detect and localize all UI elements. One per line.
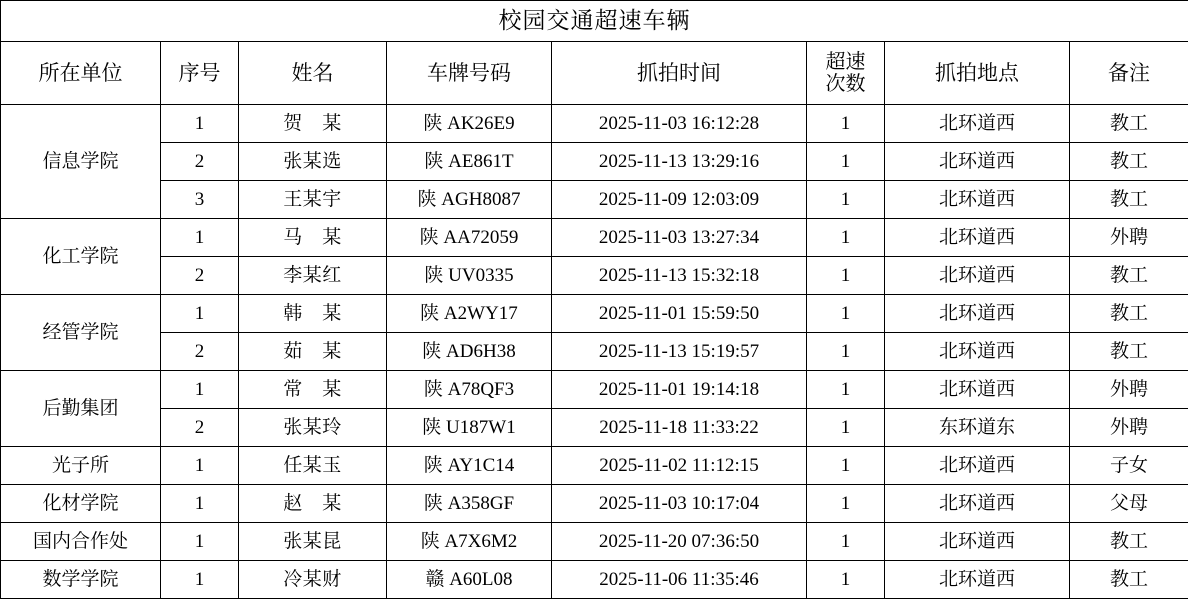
cell-place: 北环道西: [885, 523, 1070, 561]
column-header-note: 备注: [1070, 42, 1188, 105]
table-row: [1, 257, 1188, 295]
cell-plate: 陕 A358GF: [387, 485, 552, 523]
cell-name: 韩 某: [239, 295, 387, 333]
cell-name: 贺 某: [239, 105, 387, 143]
table-row: [1, 523, 1188, 561]
cell-note: 外聘: [1070, 219, 1188, 257]
cell-seq: 1: [161, 447, 239, 485]
column-header-plate: 车牌号码: [387, 42, 552, 105]
cell-seq: 3: [161, 181, 239, 219]
cell-plate: 陕 AY1C14: [387, 447, 552, 485]
cell-name: 任某玉: [239, 447, 387, 485]
cell-place: 北环道西: [885, 561, 1070, 599]
column-header-unit: 所在单位: [1, 42, 161, 105]
cell-place: 北环道西: [885, 219, 1070, 257]
cell-plate: 陕 U187W1: [387, 409, 552, 447]
cell-name: 王某宇: [239, 181, 387, 219]
cell-name: 张某昆: [239, 523, 387, 561]
cell-count: 1: [807, 333, 885, 371]
cell-count: 1: [807, 447, 885, 485]
cell-note: 教工: [1070, 333, 1188, 371]
cell-plate: 陕 AD6H38: [387, 333, 552, 371]
cell-count: 1: [807, 409, 885, 447]
table-row: [1, 485, 1188, 523]
cell-name: 冷某财: [239, 561, 387, 599]
column-header-count-line1: 超速: [807, 51, 884, 73]
cell-note: 教工: [1070, 105, 1188, 143]
column-header-name: 姓名: [239, 42, 387, 105]
cell-count: 1: [807, 143, 885, 181]
cell-time: 2025-11-18 11:33:22: [552, 409, 807, 447]
cell-time: 2025-11-13 13:29:16: [552, 143, 807, 181]
cell-name: 茹 某: [239, 333, 387, 371]
table-row: [1, 295, 1188, 333]
cell-time: 2025-11-13 15:32:18: [552, 257, 807, 295]
cell-plate: 陕 AK26E9: [387, 105, 552, 143]
cell-plate: 陕 AA72059: [387, 219, 552, 257]
cell-count: 1: [807, 105, 885, 143]
column-header-place: 抓拍地点: [885, 42, 1070, 105]
cell-unit: 化材学院: [1, 485, 161, 523]
cell-name: 张某选: [239, 143, 387, 181]
table-header-row: [1, 42, 1188, 105]
cell-place: 北环道西: [885, 485, 1070, 523]
cell-unit: 国内合作处: [1, 523, 161, 561]
cell-time: 2025-11-13 15:19:57: [552, 333, 807, 371]
cell-place: 东环道东: [885, 409, 1070, 447]
cell-note: 外聘: [1070, 371, 1188, 409]
cell-unit: 后勤集团: [1, 371, 161, 447]
table-title-row: [1, 1, 1188, 42]
cell-note: 教工: [1070, 143, 1188, 181]
cell-time: 2025-11-09 12:03:09: [552, 181, 807, 219]
cell-unit: 光子所: [1, 447, 161, 485]
cell-name: 常 某: [239, 371, 387, 409]
cell-name: 李某红: [239, 257, 387, 295]
cell-unit: 化工学院: [1, 219, 161, 295]
cell-time: 2025-11-06 11:35:46: [552, 561, 807, 599]
cell-seq: 1: [161, 485, 239, 523]
cell-seq: 1: [161, 371, 239, 409]
cell-count: 1: [807, 295, 885, 333]
cell-count: 1: [807, 257, 885, 295]
cell-seq: 1: [161, 561, 239, 599]
cell-place: 北环道西: [885, 333, 1070, 371]
cell-count: 1: [807, 181, 885, 219]
cell-place: 北环道西: [885, 257, 1070, 295]
cell-seq: 2: [161, 409, 239, 447]
cell-note: 教工: [1070, 295, 1188, 333]
cell-unit: 信息学院: [1, 105, 161, 219]
cell-place: 北环道西: [885, 143, 1070, 181]
cell-time: 2025-11-01 19:14:18: [552, 371, 807, 409]
column-header-count-line2: 次数: [807, 73, 884, 95]
cell-plate: 陕 A2WY17: [387, 295, 552, 333]
cell-count: 1: [807, 219, 885, 257]
cell-time: 2025-11-02 11:12:15: [552, 447, 807, 485]
cell-note: 教工: [1070, 561, 1188, 599]
cell-unit: 数学学院: [1, 561, 161, 599]
table-row: [1, 561, 1188, 599]
cell-count: 1: [807, 561, 885, 599]
cell-place: 北环道西: [885, 105, 1070, 143]
column-header-count: [807, 42, 885, 105]
cell-time: 2025-11-03 10:17:04: [552, 485, 807, 523]
cell-note: 教工: [1070, 257, 1188, 295]
cell-note: 子女: [1070, 447, 1188, 485]
table-row: [1, 181, 1188, 219]
table-row: [1, 333, 1188, 371]
cell-note: 教工: [1070, 523, 1188, 561]
table-row: [1, 409, 1188, 447]
cell-place: 北环道西: [885, 295, 1070, 333]
cell-name: 张某玲: [239, 409, 387, 447]
cell-name: 赵 某: [239, 485, 387, 523]
document-title: 校园交通超速车辆: [1, 1, 1188, 42]
cell-time: 2025-11-03 13:27:34: [552, 219, 807, 257]
cell-place: 北环道西: [885, 371, 1070, 409]
cell-seq: 2: [161, 143, 239, 181]
cell-count: 1: [807, 523, 885, 561]
cell-place: 北环道西: [885, 181, 1070, 219]
cell-plate: 陕 A78QF3: [387, 371, 552, 409]
table-row: [1, 219, 1188, 257]
column-header-seq: 序号: [161, 42, 239, 105]
table-row: [1, 143, 1188, 181]
table-row: [1, 447, 1188, 485]
cell-time: 2025-11-20 07:36:50: [552, 523, 807, 561]
cell-note: 教工: [1070, 181, 1188, 219]
table-row: [1, 105, 1188, 143]
cell-seq: 1: [161, 523, 239, 561]
cell-name: 马 某: [239, 219, 387, 257]
cell-plate: 陕 A7X6M2: [387, 523, 552, 561]
cell-plate: 陕 AGH8087: [387, 181, 552, 219]
cell-seq: 2: [161, 333, 239, 371]
table-row: [1, 371, 1188, 409]
cell-plate: 赣 A60L08: [387, 561, 552, 599]
cell-count: 1: [807, 371, 885, 409]
column-header-time: 抓拍时间: [552, 42, 807, 105]
cell-plate: 陕 AE861T: [387, 143, 552, 181]
cell-seq: 2: [161, 257, 239, 295]
cell-seq: 1: [161, 105, 239, 143]
cell-count: 1: [807, 485, 885, 523]
cell-note: 外聘: [1070, 409, 1188, 447]
cell-time: 2025-11-01 15:59:50: [552, 295, 807, 333]
cell-note: 父母: [1070, 485, 1188, 523]
cell-seq: 1: [161, 219, 239, 257]
cell-time: 2025-11-03 16:12:28: [552, 105, 807, 143]
cell-unit: 经管学院: [1, 295, 161, 371]
cell-plate: 陕 UV0335: [387, 257, 552, 295]
cell-place: 北环道西: [885, 447, 1070, 485]
cell-seq: 1: [161, 295, 239, 333]
